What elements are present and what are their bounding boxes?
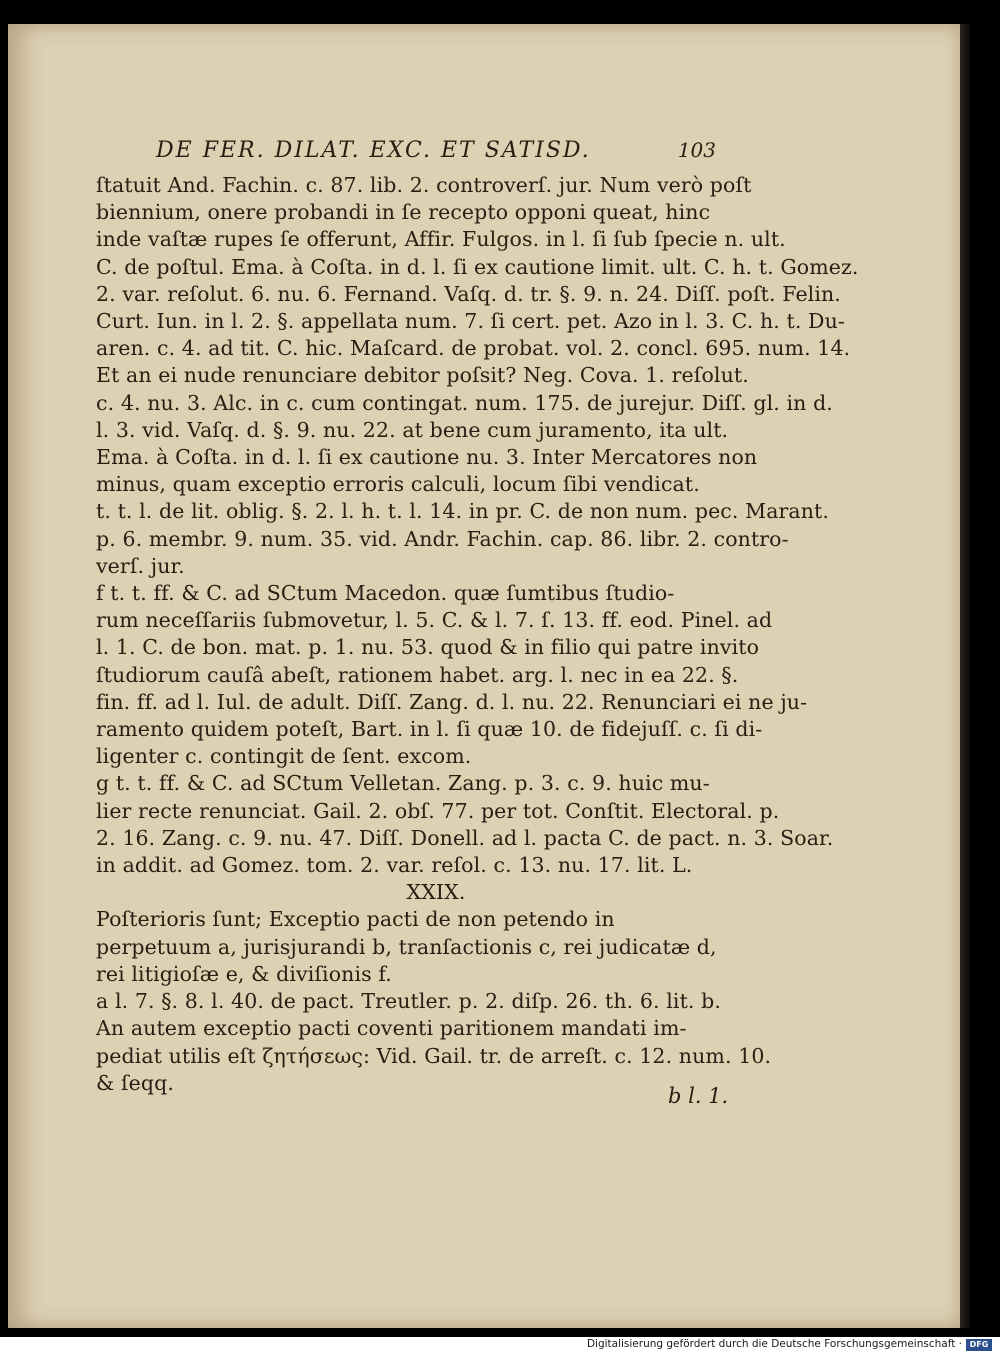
text-line: t. t. l. de lit. oblig. §. 2. l. h. t. l. 14. in pr. C. de non num. pec. Marant. <box>96 499 830 524</box>
text-line: lier recte renunciat. Gail. 2. obſ. 77. per tot. Conſtit. Electoral. p. <box>96 798 780 823</box>
text-line: ſtatuit And. Fachin. c. 87. lib. 2. controverſ. jur. Num verò poſt <box>96 173 752 197</box>
text-line: ligenter c. contingit de ſent. excom. <box>96 744 472 769</box>
text-line: a l. 7. §. 8. l. 40. de pact. Treutler. p. 2. diſp. 26. th. 6. lit. b. <box>96 989 721 1014</box>
dfg-logo-icon[interactable]: DFG <box>966 1339 992 1351</box>
text-line: rum neceſſariis ſubmovetur, l. 5. C. & l. 7. ſ. 13. ff. eod. Pinel. ad <box>96 608 773 633</box>
page-edge <box>960 24 970 1328</box>
text-line: C. de poſtul. Ema. à Coſta. in d. l. ſi ex cautione limit. ult. C. h. t. Gomez. <box>96 254 859 279</box>
text-line: l. 3. vid. Vaſq. d. §. 9. nu. 22. at bene cum juramento, ita ult. <box>96 417 729 442</box>
text-line: c. 4. nu. 3. Alc. in c. cum contingat. num. 175. de jurejur. Diſſ. gl. in d. <box>96 390 833 415</box>
text-line: inde vaſtæ rupes ſe offerunt, Affir. Fulgos. in l. ſi ſub ſpecie n. ult. <box>96 227 786 252</box>
page-number: 103 <box>677 138 716 162</box>
text-line: p. 6. membr. 9. num. 35. vid. Andr. Fachin. cap. 86. libr. 2. contro- <box>96 526 789 551</box>
catchword: b l. 1. <box>668 1084 729 1108</box>
text-line: l. 1. C. de bon. mat. p. 1. nu. 53. quod & in filio qui patre invito <box>96 635 760 660</box>
footer-credit: Digitalisierung gefördert durch die Deutsche Forschungsgemeinschaft · <box>586 1338 962 1350</box>
text-line: f t. t. ff. & C. ad SCtum Macedon. quæ ſumtibus ſtudio- <box>96 581 675 606</box>
text-line: pediat utilis eſt ζητήσεως: Vid. Gail. tr. de arreſt. c. 12. num. 10. <box>96 1043 772 1068</box>
text-line: Poſterioris ſunt; Exceptio pacti de non petendo in <box>96 907 615 932</box>
text-line: 2. 16. Zang. c. 9. nu. 47. Diſſ. Donell. ad l. pacta C. de pact. n. 3. Soar. <box>96 825 834 850</box>
footer-bar <box>0 1337 1000 1354</box>
text-line: verſ. jur. <box>96 553 185 578</box>
text-line: Et an ei nude renunciare debitor poſsit? Neg. Cova. 1. reſolut. <box>96 363 749 388</box>
text-line: & ſeqq. <box>96 1070 174 1095</box>
text-line: An autem exceptio pacti coventi paritionem mandati im- <box>96 1016 687 1041</box>
text-block <box>96 138 859 1097</box>
text-line: ſtudiorum cauſâ abeſt, rationem habet. arg. l. nec in ea 22. §. <box>96 662 739 687</box>
text-line: minus, quam exceptio erroris calculi, locum ſibi vendicat. <box>96 472 700 497</box>
running-head <box>96 138 736 168</box>
text-line: g t. t. ff. & C. ad SCtum Velletan. Zang. p. 3. c. 9. huic mu- <box>96 771 710 796</box>
running-head-title: DE FER. DILAT. EXC. ET SATISD. <box>156 138 591 163</box>
body-lines <box>96 172 859 1097</box>
section-number: XXIX. <box>406 880 466 905</box>
text-line: Curt. Iun. in l. 2. §. appellata num. 7. ſi cert. pet. Azo in l. 3. C. h. t. Du- <box>96 309 845 334</box>
text-line: aren. c. 4. ad tit. C. hic. Maſcard. de probat. vol. 2. concl. 695. num. 14. <box>96 336 851 361</box>
text-line: ramento quidem poteſt, Bart. in l. ſi quæ 10. de fidejuſſ. c. ſi di- <box>96 717 763 742</box>
text-line: biennium, onere probandi in ſe recepto opponi queat, hinc <box>96 200 711 225</box>
book-page <box>8 24 960 1328</box>
text-line: rei litigioſæ e, & diviſionis f. <box>96 961 392 986</box>
text-line: Ema. à Coſta. in d. l. ſi ex cautione nu. 3. Inter Mercatores non <box>96 445 758 470</box>
text-line: in addit. ad Gomez. tom. 2. var. reſol. c. 13. nu. 17. lit. L. <box>96 853 693 878</box>
text-line: perpetuum a, jurisjurandi b, tranſactionis c, rei judicatæ d, <box>96 934 717 959</box>
text-line: 2. var. reſolut. 6. nu. 6. Fernand. Vaſq. d. tr. §. 9. n. 24. Diſſ. poſt. Felin. <box>96 281 841 306</box>
text-line: fin. ff. ad l. Iul. de adult. Diſſ. Zang. d. l. nu. 22. Renunciari ei ne ju- <box>96 689 808 714</box>
